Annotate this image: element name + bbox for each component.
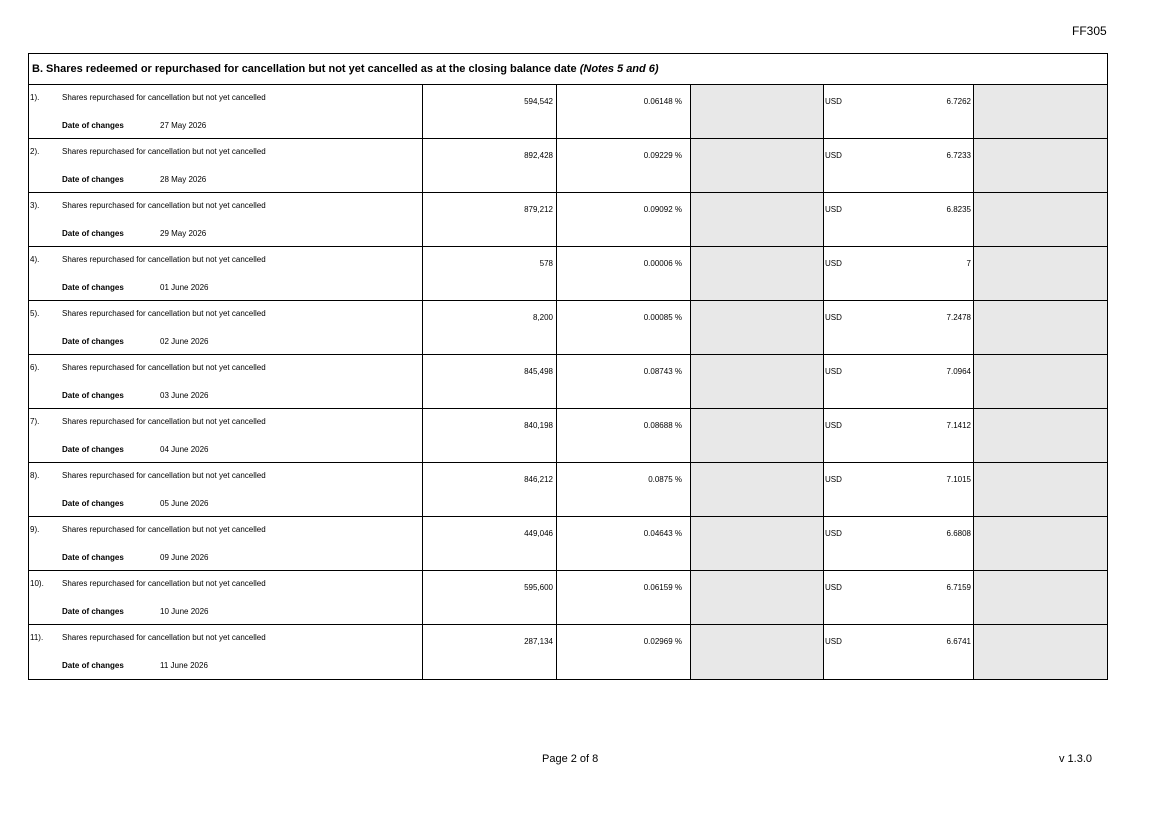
price-cell xyxy=(824,409,974,462)
item-number: 9). xyxy=(30,525,40,534)
percentage-value: 0.09092 % xyxy=(643,205,682,214)
shaded-cell xyxy=(974,139,1107,192)
currency-code: USD xyxy=(825,421,842,430)
currency-code: USD xyxy=(825,367,842,376)
price-cell xyxy=(824,247,974,300)
table-row xyxy=(29,355,1107,409)
date-of-changes-value: 03 June 2026 xyxy=(160,391,209,400)
description-cell xyxy=(29,247,423,300)
price-cell xyxy=(824,625,974,679)
shares-cell xyxy=(423,247,557,300)
percentage-value: 0.00006 % xyxy=(643,259,682,268)
description-cell xyxy=(29,139,423,192)
shaded-cell xyxy=(974,409,1107,462)
percentage-cell xyxy=(557,625,691,679)
percentage-cell xyxy=(557,517,691,570)
shares-cell xyxy=(423,409,557,462)
shares-count: 845,498 xyxy=(524,367,553,376)
shares-count: 595,600 xyxy=(524,583,553,592)
table-row xyxy=(29,193,1107,247)
percentage-value: 0.09229 % xyxy=(643,151,682,160)
item-description: Shares repurchased for cancellation but not yet cancelled xyxy=(62,525,266,534)
date-of-changes-label: Date of changes xyxy=(62,283,124,292)
currency-code: USD xyxy=(825,259,842,268)
shaded-cell xyxy=(974,85,1107,138)
table-row xyxy=(29,571,1107,625)
currency-code: USD xyxy=(825,583,842,592)
price-value: 7.1015 xyxy=(946,475,971,484)
shares-count: 879,212 xyxy=(524,205,553,214)
description-cell xyxy=(29,355,423,408)
table-row xyxy=(29,301,1107,355)
date-of-changes-value: 10 June 2026 xyxy=(160,607,209,616)
shares-count: 449,046 xyxy=(524,529,553,538)
date-of-changes-label: Date of changes xyxy=(62,445,124,454)
page-number: Page 2 of 8 xyxy=(542,753,599,765)
percentage-cell xyxy=(557,409,691,462)
percentage-cell xyxy=(557,355,691,408)
section-title-text: B. Shares redeemed or repurchased for cancellation but not yet cancelled as at the closing balance date xyxy=(32,63,577,75)
item-number: 6). xyxy=(30,363,40,372)
price-cell xyxy=(824,139,974,192)
table-body xyxy=(29,85,1107,679)
item-number: 2). xyxy=(30,147,40,156)
item-description: Shares repurchased for cancellation but not yet cancelled xyxy=(62,201,266,210)
item-number: 7). xyxy=(30,417,40,426)
table-row xyxy=(29,139,1107,193)
currency-code: USD xyxy=(825,637,842,646)
percentage-cell xyxy=(557,247,691,300)
percentage-value: 0.06148 % xyxy=(643,97,682,106)
repurchase-table xyxy=(28,53,1108,680)
shaded-cell xyxy=(974,247,1107,300)
item-number: 4). xyxy=(30,255,40,264)
shares-count: 8,200 xyxy=(532,313,553,322)
date-of-changes-value: 11 June 2026 xyxy=(160,661,208,670)
shares-cell xyxy=(423,355,557,408)
shares-cell xyxy=(423,517,557,570)
shares-cell xyxy=(423,625,557,679)
item-number: 10). xyxy=(30,579,44,588)
shaded-cell xyxy=(691,463,824,516)
description-cell xyxy=(29,463,423,516)
price-value: 6.8235 xyxy=(946,205,971,214)
shaded-cell xyxy=(691,85,824,138)
section-notes: (Notes 5 and 6) xyxy=(579,63,659,75)
item-number: 11). xyxy=(30,633,44,642)
shaded-cell xyxy=(974,355,1107,408)
currency-code: USD xyxy=(825,205,842,214)
shaded-cell xyxy=(974,571,1107,624)
price-value: 6.6741 xyxy=(946,637,971,646)
price-cell xyxy=(824,355,974,408)
item-description: Shares repurchased for cancellation but not yet cancelled xyxy=(62,579,266,588)
date-of-changes-label: Date of changes xyxy=(62,337,124,346)
price-cell xyxy=(824,463,974,516)
shares-cell xyxy=(423,301,557,354)
table-row xyxy=(29,85,1107,139)
percentage-cell xyxy=(557,571,691,624)
shaded-cell xyxy=(974,193,1107,246)
item-number: 8). xyxy=(30,471,40,480)
shaded-cell xyxy=(974,517,1107,570)
date-of-changes-value: 27 May 2026 xyxy=(160,121,207,130)
date-of-changes-label: Date of changes xyxy=(62,661,124,670)
table-row xyxy=(29,625,1107,679)
item-description: Shares repurchased for cancellation but not yet cancelled xyxy=(62,363,266,372)
percentage-value: 0.02969 % xyxy=(643,637,682,646)
price-value: 6.6808 xyxy=(946,529,971,538)
description-cell xyxy=(29,85,423,138)
date-of-changes-value: 01 June 2026 xyxy=(160,283,209,292)
date-of-changes-label: Date of changes xyxy=(62,121,124,130)
date-of-changes-value: 02 June 2026 xyxy=(160,337,209,346)
percentage-value: 0.0875 % xyxy=(648,475,682,484)
price-value: 6.7233 xyxy=(946,151,971,160)
currency-code: USD xyxy=(825,313,842,322)
shares-cell xyxy=(423,571,557,624)
price-cell xyxy=(824,517,974,570)
item-description: Shares repurchased for cancellation but not yet cancelled xyxy=(62,633,266,642)
item-description: Shares repurchased for cancellation but not yet cancelled xyxy=(62,147,266,156)
shares-count: 287,134 xyxy=(524,637,553,646)
shares-cell xyxy=(423,139,557,192)
price-cell xyxy=(824,85,974,138)
shares-cell xyxy=(423,463,557,516)
description-cell xyxy=(29,571,423,624)
item-description: Shares repurchased for cancellation but not yet cancelled xyxy=(62,471,266,480)
item-number: 5). xyxy=(30,309,40,318)
currency-code: USD xyxy=(825,151,842,160)
shaded-cell xyxy=(691,247,824,300)
shaded-cell xyxy=(691,301,824,354)
item-description: Shares repurchased for cancellation but not yet cancelled xyxy=(62,417,266,426)
item-description: Shares repurchased for cancellation but not yet cancelled xyxy=(62,93,266,102)
description-cell xyxy=(29,517,423,570)
shaded-cell xyxy=(691,355,824,408)
shares-cell xyxy=(423,85,557,138)
date-of-changes-label: Date of changes xyxy=(62,175,124,184)
item-description: Shares repurchased for cancellation but not yet cancelled xyxy=(62,255,266,264)
shaded-cell xyxy=(974,625,1107,679)
date-of-changes-value: 09 June 2026 xyxy=(160,553,209,562)
shaded-cell xyxy=(691,517,824,570)
description-cell xyxy=(29,625,423,679)
price-cell xyxy=(824,571,974,624)
date-of-changes-value: 29 May 2026 xyxy=(160,229,207,238)
percentage-cell xyxy=(557,301,691,354)
currency-code: USD xyxy=(825,97,842,106)
shaded-cell xyxy=(691,571,824,624)
shares-cell xyxy=(423,193,557,246)
shares-count: 892,428 xyxy=(524,151,553,160)
shares-count: 846,212 xyxy=(524,475,553,484)
percentage-value: 0.08743 % xyxy=(643,367,682,376)
price-value: 6.7262 xyxy=(946,97,971,106)
shaded-cell xyxy=(691,409,824,462)
table-row xyxy=(29,517,1107,571)
date-of-changes-label: Date of changes xyxy=(62,553,124,562)
price-cell xyxy=(824,193,974,246)
item-number: 3). xyxy=(30,201,40,210)
currency-code: USD xyxy=(825,529,842,538)
shaded-cell xyxy=(691,193,824,246)
percentage-cell xyxy=(557,463,691,516)
date-of-changes-value: 28 May 2026 xyxy=(160,175,207,184)
item-description: Shares repurchased for cancellation but not yet cancelled xyxy=(62,309,266,318)
date-of-changes-label: Date of changes xyxy=(62,499,124,508)
shaded-cell xyxy=(691,625,824,679)
item-number: 1). xyxy=(30,93,40,102)
description-cell xyxy=(29,301,423,354)
percentage-value: 0.04643 % xyxy=(643,529,682,538)
price-cell xyxy=(824,301,974,354)
version-label: v 1.3.0 xyxy=(1059,753,1093,765)
currency-code: USD xyxy=(825,475,842,484)
percentage-cell xyxy=(557,85,691,138)
date-of-changes-label: Date of changes xyxy=(62,607,124,616)
percentage-value: 0.08688 % xyxy=(643,421,682,430)
date-of-changes-label: Date of changes xyxy=(62,229,124,238)
table-row xyxy=(29,247,1107,301)
price-value: 6.7159 xyxy=(946,583,971,592)
price-value: 7 xyxy=(966,259,971,268)
percentage-cell xyxy=(557,139,691,192)
date-of-changes-value: 04 June 2026 xyxy=(160,445,209,454)
price-value: 7.1412 xyxy=(946,421,971,430)
shaded-cell xyxy=(691,139,824,192)
date-of-changes-label: Date of changes xyxy=(62,391,124,400)
shaded-cell xyxy=(974,463,1107,516)
shaded-cell xyxy=(974,301,1107,354)
percentage-cell xyxy=(557,193,691,246)
shares-count: 594,542 xyxy=(524,97,553,106)
percentage-value: 0.06159 % xyxy=(643,583,682,592)
shares-count: 840,198 xyxy=(524,421,553,430)
price-value: 7.0964 xyxy=(946,367,971,376)
percentage-value: 0.00085 % xyxy=(643,313,682,322)
date-of-changes-value: 05 June 2026 xyxy=(160,499,209,508)
table-row xyxy=(29,409,1107,463)
table-row xyxy=(29,463,1107,517)
description-cell xyxy=(29,409,423,462)
shares-count: 578 xyxy=(539,259,553,268)
description-cell xyxy=(29,193,423,246)
price-value: 7.2478 xyxy=(946,313,971,322)
section-title xyxy=(29,54,1107,85)
form-code: FF305 xyxy=(1072,24,1107,38)
